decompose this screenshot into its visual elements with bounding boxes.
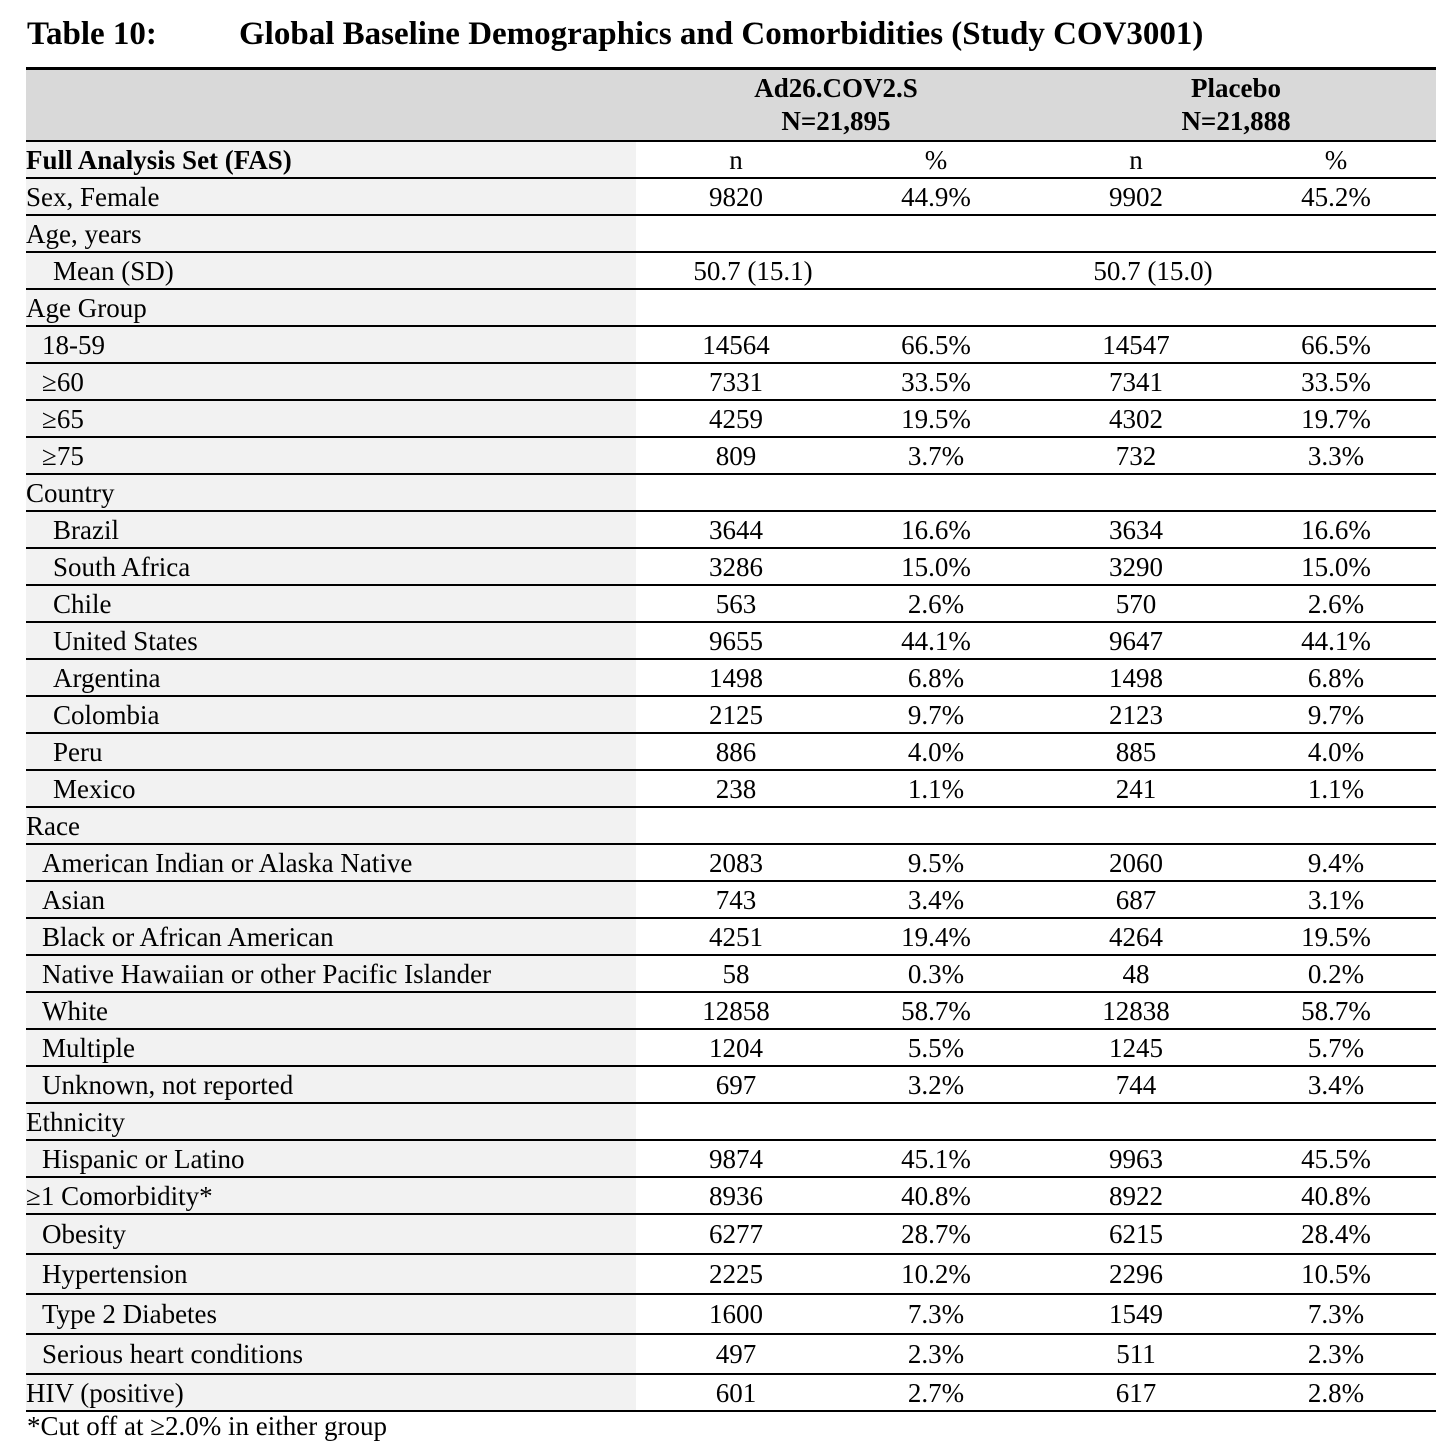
table-row bbox=[26, 178, 1436, 215]
group2-pct-cell: 3.3% bbox=[1236, 437, 1436, 474]
group2-n-cell bbox=[1036, 807, 1236, 844]
group2-n-cell: 48 bbox=[1036, 955, 1236, 992]
group1-pct-cell: 6.8% bbox=[836, 659, 1036, 696]
group1-pct-cell: 44.1% bbox=[836, 622, 1036, 659]
group1-n-cell: 1204 bbox=[636, 1029, 836, 1066]
group1-n-cell: 3644 bbox=[636, 511, 836, 548]
row-label: Brazil bbox=[26, 511, 636, 548]
column-header-row bbox=[26, 141, 1436, 178]
row-label: Sex, Female bbox=[26, 178, 636, 215]
row-label: Type 2 Diabetes bbox=[26, 1294, 636, 1334]
footnote: *Cut off at ≥2.0% in either group bbox=[27, 1411, 388, 1441]
group2-count: N=21,888 bbox=[1181, 106, 1291, 136]
group2-n-cell: 570 bbox=[1036, 585, 1236, 622]
group1-n-cell: 601 bbox=[636, 1374, 836, 1411]
table-row bbox=[26, 770, 1436, 807]
group1-pct-cell: 7.3% bbox=[836, 1294, 1036, 1334]
row-label: American Indian or Alaska Native bbox=[26, 844, 636, 881]
row-label: Native Hawaiian or other Pacific Islander bbox=[26, 955, 636, 992]
group1-n-cell: 3286 bbox=[636, 548, 836, 585]
group2-n-cell bbox=[1036, 474, 1236, 511]
group1-pct-cell: 3.2% bbox=[836, 1066, 1036, 1103]
group1-n-cell bbox=[636, 215, 836, 252]
table-row bbox=[26, 918, 1436, 955]
group1-pct-cell: 58.7% bbox=[836, 992, 1036, 1029]
group2-pct-cell bbox=[1236, 474, 1436, 511]
group1-n-cell bbox=[636, 807, 836, 844]
group2-pct-cell: 4.0% bbox=[1236, 733, 1436, 770]
group1-n-cell: 563 bbox=[636, 585, 836, 622]
group1-pct-cell: 0.3% bbox=[836, 955, 1036, 992]
group1-n-cell: 697 bbox=[636, 1066, 836, 1103]
group1-n-cell: 14564 bbox=[636, 326, 836, 363]
group1-pct-cell: 2.6% bbox=[836, 585, 1036, 622]
group2-n-cell: 241 bbox=[1036, 770, 1236, 807]
group1-n-cell: 9820 bbox=[636, 178, 836, 215]
row-label: Ethnicity bbox=[26, 1103, 636, 1140]
row-label: 18-59 bbox=[26, 326, 636, 363]
row-label: Country bbox=[26, 474, 636, 511]
group1-pct-cell: 16.6% bbox=[836, 511, 1036, 548]
table-row bbox=[26, 807, 1436, 844]
table-row bbox=[26, 1294, 1436, 1334]
table-row bbox=[26, 844, 1436, 881]
group2-n-cell: 12838 bbox=[1036, 992, 1236, 1029]
group1-pct-header: % bbox=[836, 141, 1036, 178]
group1-n-cell: 2125 bbox=[636, 696, 836, 733]
group1-n-cell: 50.7 (15.1) bbox=[636, 252, 836, 289]
group2-name: Placebo bbox=[1191, 73, 1281, 103]
table-row bbox=[26, 1254, 1436, 1294]
row-label: ≥65 bbox=[26, 400, 636, 437]
group2-n-cell: 9902 bbox=[1036, 178, 1236, 215]
table-row bbox=[26, 659, 1436, 696]
group2-header bbox=[1036, 69, 1436, 142]
group2-pct-header: % bbox=[1236, 141, 1436, 178]
row-label: White bbox=[26, 992, 636, 1029]
group2-pct-cell: 28.4% bbox=[1236, 1214, 1436, 1254]
demographics-table bbox=[26, 67, 1436, 1412]
group1-pct-cell: 3.4% bbox=[836, 881, 1036, 918]
group2-pct-cell: 16.6% bbox=[1236, 511, 1436, 548]
group1-n-cell: 1498 bbox=[636, 659, 836, 696]
table-title-text: Global Baseline Demographics and Comorbidities (Study COV3001) bbox=[239, 16, 1204, 52]
group1-n-cell: 4259 bbox=[636, 400, 836, 437]
table-row bbox=[26, 252, 1436, 289]
group2-n-cell: 1245 bbox=[1036, 1029, 1236, 1066]
group1-n-cell: 238 bbox=[636, 770, 836, 807]
group1-n-cell: 1600 bbox=[636, 1294, 836, 1334]
row-label: Asian bbox=[26, 881, 636, 918]
row-label: Colombia bbox=[26, 696, 636, 733]
group2-n-cell: 1498 bbox=[1036, 659, 1236, 696]
table-row bbox=[26, 548, 1436, 585]
group1-pct-cell: 5.5% bbox=[836, 1029, 1036, 1066]
row-label: Hypertension bbox=[26, 1254, 636, 1294]
group2-n-header: n bbox=[1036, 141, 1236, 178]
table-row bbox=[26, 215, 1436, 252]
group2-pct-cell: 45.5% bbox=[1236, 1140, 1436, 1177]
row-label: Chile bbox=[26, 585, 636, 622]
group1-header bbox=[636, 69, 1036, 142]
group2-n-cell: 617 bbox=[1036, 1374, 1236, 1411]
row-label: Age Group bbox=[26, 289, 636, 326]
group2-pct-cell: 6.8% bbox=[1236, 659, 1436, 696]
group2-pct-cell: 3.4% bbox=[1236, 1066, 1436, 1103]
table-row bbox=[26, 289, 1436, 326]
group1-n-cell: 9655 bbox=[636, 622, 836, 659]
group1-pct-cell: 10.2% bbox=[836, 1254, 1036, 1294]
table-row bbox=[26, 733, 1436, 770]
group2-n-cell: 9963 bbox=[1036, 1140, 1236, 1177]
group-header-row bbox=[26, 69, 1436, 142]
group1-n-cell: 4251 bbox=[636, 918, 836, 955]
table-number: Table 10: bbox=[27, 16, 157, 52]
table-row bbox=[26, 1066, 1436, 1103]
table-row bbox=[26, 1334, 1436, 1374]
group2-pct-cell: 58.7% bbox=[1236, 992, 1436, 1029]
group2-pct-cell: 10.5% bbox=[1236, 1254, 1436, 1294]
group2-n-cell: 744 bbox=[1036, 1066, 1236, 1103]
group2-pct-cell: 33.5% bbox=[1236, 363, 1436, 400]
row-label: HIV (positive) bbox=[26, 1374, 636, 1411]
row-label: South Africa bbox=[26, 548, 636, 585]
group2-pct-cell bbox=[1236, 215, 1436, 252]
table-row bbox=[26, 1374, 1436, 1411]
group1-pct-cell bbox=[836, 215, 1036, 252]
group2-n-cell: 687 bbox=[1036, 881, 1236, 918]
group2-pct-cell: 9.4% bbox=[1236, 844, 1436, 881]
table-row bbox=[26, 955, 1436, 992]
group1-n-cell: 743 bbox=[636, 881, 836, 918]
group2-n-cell: 3290 bbox=[1036, 548, 1236, 585]
group2-n-cell: 2060 bbox=[1036, 844, 1236, 881]
table-row bbox=[26, 881, 1436, 918]
table-row bbox=[26, 696, 1436, 733]
group2-pct-cell: 2.3% bbox=[1236, 1334, 1436, 1374]
group2-n-cell: 9647 bbox=[1036, 622, 1236, 659]
table-row bbox=[26, 1214, 1436, 1254]
group1-pct-cell bbox=[836, 1103, 1036, 1140]
group2-pct-cell: 3.1% bbox=[1236, 881, 1436, 918]
group2-pct-cell: 5.7% bbox=[1236, 1029, 1436, 1066]
group1-pct-cell bbox=[836, 289, 1036, 326]
group1-pct-cell: 15.0% bbox=[836, 548, 1036, 585]
row-label: Obesity bbox=[26, 1214, 636, 1254]
group2-n-cell: 2123 bbox=[1036, 696, 1236, 733]
group1-pct-cell: 33.5% bbox=[836, 363, 1036, 400]
table-row bbox=[26, 1177, 1436, 1214]
table-row bbox=[26, 363, 1436, 400]
group1-count: N=21,895 bbox=[781, 106, 891, 136]
group1-pct-cell: 28.7% bbox=[836, 1214, 1036, 1254]
group2-pct-cell bbox=[1236, 1103, 1436, 1140]
group1-pct-cell: 19.5% bbox=[836, 400, 1036, 437]
group1-pct-cell: 3.7% bbox=[836, 437, 1036, 474]
table-row bbox=[26, 585, 1436, 622]
group2-pct-cell: 44.1% bbox=[1236, 622, 1436, 659]
group2-n-cell: 3634 bbox=[1036, 511, 1236, 548]
group1-pct-cell: 44.9% bbox=[836, 178, 1036, 215]
group1-name: Ad26.COV2.S bbox=[754, 73, 918, 103]
group1-n-cell bbox=[636, 1103, 836, 1140]
table-row bbox=[26, 474, 1436, 511]
group2-pct-cell: 45.2% bbox=[1236, 178, 1436, 215]
row-label: Race bbox=[26, 807, 636, 844]
group2-pct-cell: 19.5% bbox=[1236, 918, 1436, 955]
group1-pct-cell: 2.7% bbox=[836, 1374, 1036, 1411]
row-label: Mean (SD) bbox=[26, 252, 636, 289]
group2-pct-cell bbox=[1236, 289, 1436, 326]
group1-pct-cell bbox=[836, 474, 1036, 511]
row-label: Argentina bbox=[26, 659, 636, 696]
group1-pct-cell bbox=[836, 252, 1036, 289]
group2-pct-cell bbox=[1236, 252, 1436, 289]
row-label: ≥1 Comorbidity* bbox=[26, 1177, 636, 1214]
row-label: Hispanic or Latino bbox=[26, 1140, 636, 1177]
table-title bbox=[27, 14, 1203, 54]
group1-pct-cell: 1.1% bbox=[836, 770, 1036, 807]
group1-n-cell: 2083 bbox=[636, 844, 836, 881]
table-row bbox=[26, 1103, 1436, 1140]
group2-pct-cell: 7.3% bbox=[1236, 1294, 1436, 1334]
group2-n-cell: 8922 bbox=[1036, 1177, 1236, 1214]
group2-pct-cell: 1.1% bbox=[1236, 770, 1436, 807]
table-row bbox=[26, 511, 1436, 548]
group1-n-cell: 809 bbox=[636, 437, 836, 474]
group1-n-cell: 2225 bbox=[636, 1254, 836, 1294]
row-label: Unknown, not reported bbox=[26, 1066, 636, 1103]
table-row bbox=[26, 326, 1436, 363]
group2-pct-cell: 19.7% bbox=[1236, 400, 1436, 437]
group1-n-cell: 9874 bbox=[636, 1140, 836, 1177]
header-blank-cell bbox=[26, 69, 636, 142]
group2-n-cell: 4302 bbox=[1036, 400, 1236, 437]
table-row bbox=[26, 622, 1436, 659]
group2-n-cell: 50.7 (15.0) bbox=[1036, 252, 1236, 289]
group2-pct-cell: 40.8% bbox=[1236, 1177, 1436, 1214]
group2-n-cell: 6215 bbox=[1036, 1214, 1236, 1254]
group1-pct-cell: 4.0% bbox=[836, 733, 1036, 770]
group1-n-cell: 12858 bbox=[636, 992, 836, 1029]
table-row bbox=[26, 1140, 1436, 1177]
group2-n-cell: 2296 bbox=[1036, 1254, 1236, 1294]
group1-n-cell bbox=[636, 474, 836, 511]
group1-pct-cell: 45.1% bbox=[836, 1140, 1036, 1177]
group2-pct-cell bbox=[1236, 807, 1436, 844]
group2-pct-cell: 66.5% bbox=[1236, 326, 1436, 363]
table-row bbox=[26, 437, 1436, 474]
group1-n-cell bbox=[636, 289, 836, 326]
group2-pct-cell: 2.6% bbox=[1236, 585, 1436, 622]
group1-n-cell: 6277 bbox=[636, 1214, 836, 1254]
group1-pct-cell: 19.4% bbox=[836, 918, 1036, 955]
group2-n-cell: 7341 bbox=[1036, 363, 1236, 400]
row-label: Black or African American bbox=[26, 918, 636, 955]
group2-n-cell: 4264 bbox=[1036, 918, 1236, 955]
group2-pct-cell: 0.2% bbox=[1236, 955, 1436, 992]
group1-pct-cell: 9.5% bbox=[836, 844, 1036, 881]
analysis-set-label: Full Analysis Set (FAS) bbox=[26, 141, 636, 178]
group2-pct-cell: 15.0% bbox=[1236, 548, 1436, 585]
group1-pct-cell bbox=[836, 807, 1036, 844]
table-row bbox=[26, 400, 1436, 437]
row-label: Serious heart conditions bbox=[26, 1334, 636, 1374]
row-label: Multiple bbox=[26, 1029, 636, 1066]
group2-n-cell: 1549 bbox=[1036, 1294, 1236, 1334]
group2-n-cell bbox=[1036, 1103, 1236, 1140]
row-label: Peru bbox=[26, 733, 636, 770]
group2-n-cell: 885 bbox=[1036, 733, 1236, 770]
group1-n-cell: 8936 bbox=[636, 1177, 836, 1214]
group1-n-cell: 7331 bbox=[636, 363, 836, 400]
group1-n-cell: 58 bbox=[636, 955, 836, 992]
table-row bbox=[26, 1029, 1436, 1066]
group1-pct-cell: 66.5% bbox=[836, 326, 1036, 363]
group1-pct-cell: 40.8% bbox=[836, 1177, 1036, 1214]
group1-pct-cell: 2.3% bbox=[836, 1334, 1036, 1374]
group2-n-cell bbox=[1036, 289, 1236, 326]
row-label: Mexico bbox=[26, 770, 636, 807]
group2-n-cell bbox=[1036, 215, 1236, 252]
group2-n-cell: 14547 bbox=[1036, 326, 1236, 363]
row-label: ≥75 bbox=[26, 437, 636, 474]
group2-pct-cell: 2.8% bbox=[1236, 1374, 1436, 1411]
group1-n-cell: 886 bbox=[636, 733, 836, 770]
group2-pct-cell: 9.7% bbox=[1236, 696, 1436, 733]
group2-n-cell: 511 bbox=[1036, 1334, 1236, 1374]
table-row bbox=[26, 992, 1436, 1029]
group1-n-header: n bbox=[636, 141, 836, 178]
row-label: Age, years bbox=[26, 215, 636, 252]
group1-n-cell: 497 bbox=[636, 1334, 836, 1374]
group2-n-cell: 732 bbox=[1036, 437, 1236, 474]
row-label: ≥60 bbox=[26, 363, 636, 400]
group1-pct-cell: 9.7% bbox=[836, 696, 1036, 733]
row-label: United States bbox=[26, 622, 636, 659]
